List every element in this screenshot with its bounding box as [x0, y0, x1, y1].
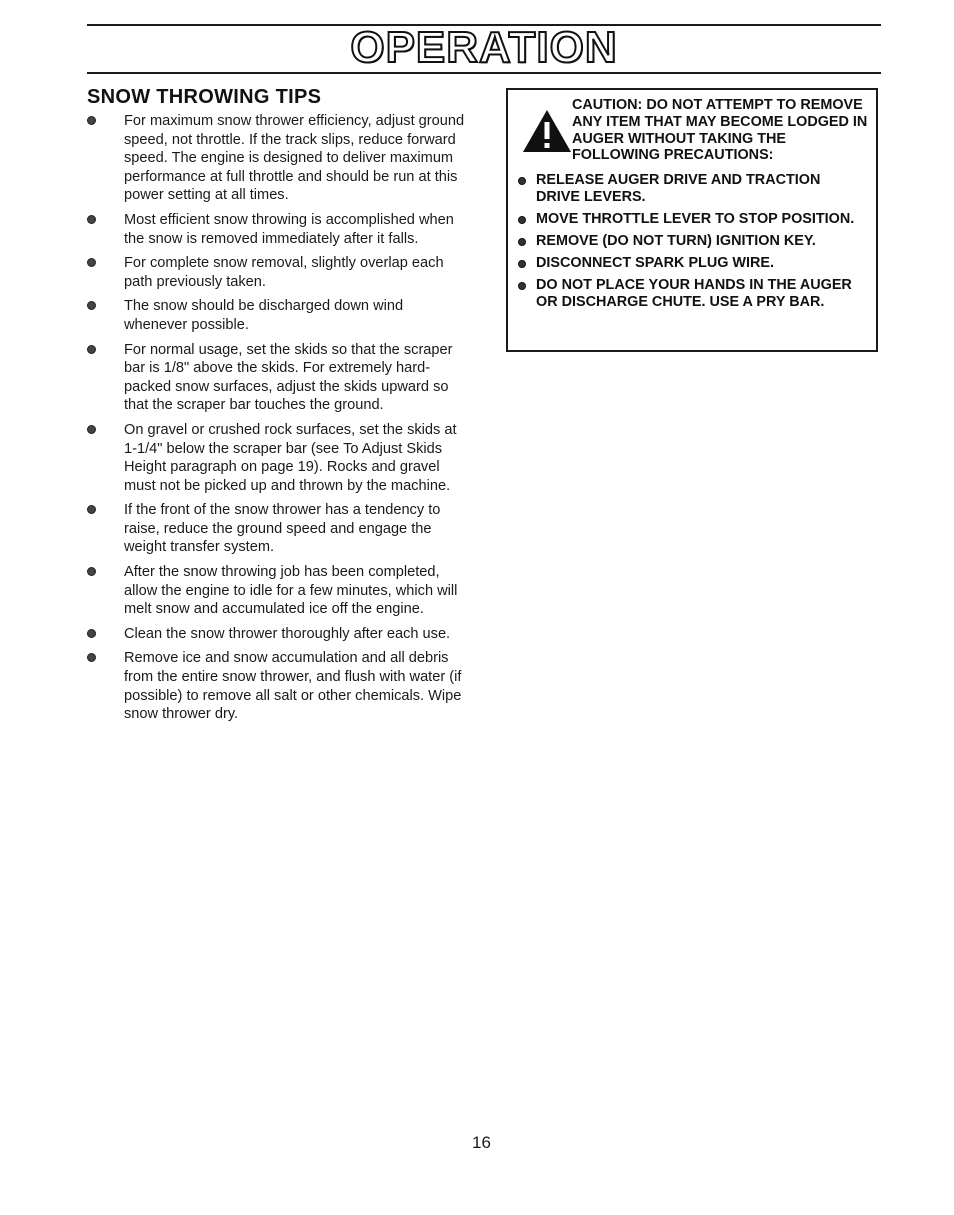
page-heading: OPERATION — [350, 23, 618, 72]
caution-text: RELEASE AUGER DRIVE AND TRACTION DRIVE LEVERS. — [536, 172, 821, 205]
caution-item — [518, 172, 868, 206]
tip-text: If the front of the snow thrower has a tendency to raise, reduce the ground speed and engage the weight transfer system. — [124, 502, 441, 556]
caution-item — [518, 211, 868, 228]
tip-item — [87, 211, 467, 248]
tip-text: Remove ice and snow accumulation and all debris from the entire snow thrower, and flush with water (if possible) to remove all salt or other chemicals. Wipe snow thrower dry. — [124, 650, 462, 723]
caution-box — [506, 88, 878, 352]
tip-item — [87, 297, 467, 334]
tip-item — [87, 649, 467, 723]
tip-text: For maximum snow thrower efficiency, adjust ground speed, not throttle. If the track slips, reduce forward speed. The engine is designed to deliver maximum performance at full throttle and should be run at this power setting at all times. — [124, 113, 465, 204]
tip-text: After the snow throwing job has been completed, allow the engine to idle for a few minutes, which will melt snow and accumulated ice off the engine. — [124, 564, 458, 618]
bullet-icon — [87, 215, 96, 224]
caution-text: REMOVE (DO NOT TURN) IGNITION KEY. — [536, 233, 816, 249]
caution-text: DISCONNECT SPARK PLUG WIRE. — [536, 255, 774, 271]
caution-item — [518, 255, 868, 272]
tip-text: Most efficient snow throwing is accomplished when the snow is removed immediately after it falls. — [124, 211, 454, 247]
section-title: SNOW THROWING TIPS — [87, 86, 322, 108]
warning-triangle-icon — [522, 109, 572, 153]
bullet-icon — [518, 238, 526, 246]
caution-text: DO NOT PLACE YOUR HANDS IN THE AUGER OR DISCHARGE CHUTE. USE A PRY BAR. — [536, 277, 852, 310]
tip-text: On gravel or crushed rock surfaces, set the skids at 1-1/4" below the scraper bar (see To Adjust Skids Height paragraph on page 19). Rocks and gravel must not be picked up and thrown by the machine. — [124, 421, 457, 494]
bullet-icon — [518, 216, 526, 224]
caution-list — [518, 172, 868, 316]
bullet-icon — [518, 282, 526, 290]
bullet-icon — [87, 258, 96, 267]
bullet-icon — [87, 653, 96, 662]
bullet-icon — [87, 425, 96, 434]
tip-item — [87, 563, 467, 619]
bullet-icon — [87, 505, 96, 514]
bullet-icon — [87, 345, 96, 354]
bullet-icon — [518, 177, 526, 185]
tip-item — [87, 341, 467, 415]
tip-item — [87, 501, 467, 557]
caution-header: CAUTION: DO NOT ATTEMPT TO REMOVE ANY ITEM THAT MAY BECOME LODGED IN AUGER WITHOUT TAKING THE FOLLOWING PRECAUTIONS: — [572, 97, 868, 164]
caution-text: MOVE THROTTLE LEVER TO STOP POSITION. — [536, 211, 855, 227]
bullet-icon — [87, 629, 96, 638]
tip-item — [87, 625, 467, 644]
page-number: 16 — [472, 1133, 491, 1152]
bullet-icon — [87, 567, 96, 576]
tip-text: For normal usage, set the skids so that the scraper bar is 1/8" above the skids. For extremely hard-packed snow surfaces, adjust the skids upward so that the scraper bar touches the ground. — [124, 341, 453, 414]
tip-text: For complete snow removal, slightly overlap each path previously taken. — [124, 255, 444, 290]
tip-text: Clean the snow thrower thoroughly after each use. — [124, 625, 451, 642]
caution-item — [518, 233, 868, 250]
tip-text: The snow should be discharged down wind whenever possible. — [124, 298, 404, 333]
tip-item — [87, 421, 467, 495]
bullet-icon — [518, 260, 526, 268]
bullet-icon — [87, 116, 96, 125]
tips-list — [87, 112, 467, 730]
tip-item — [87, 254, 467, 291]
caution-item — [518, 277, 868, 311]
tip-item — [87, 112, 467, 205]
bullet-icon — [87, 301, 96, 310]
header-rule-bottom — [87, 72, 881, 74]
